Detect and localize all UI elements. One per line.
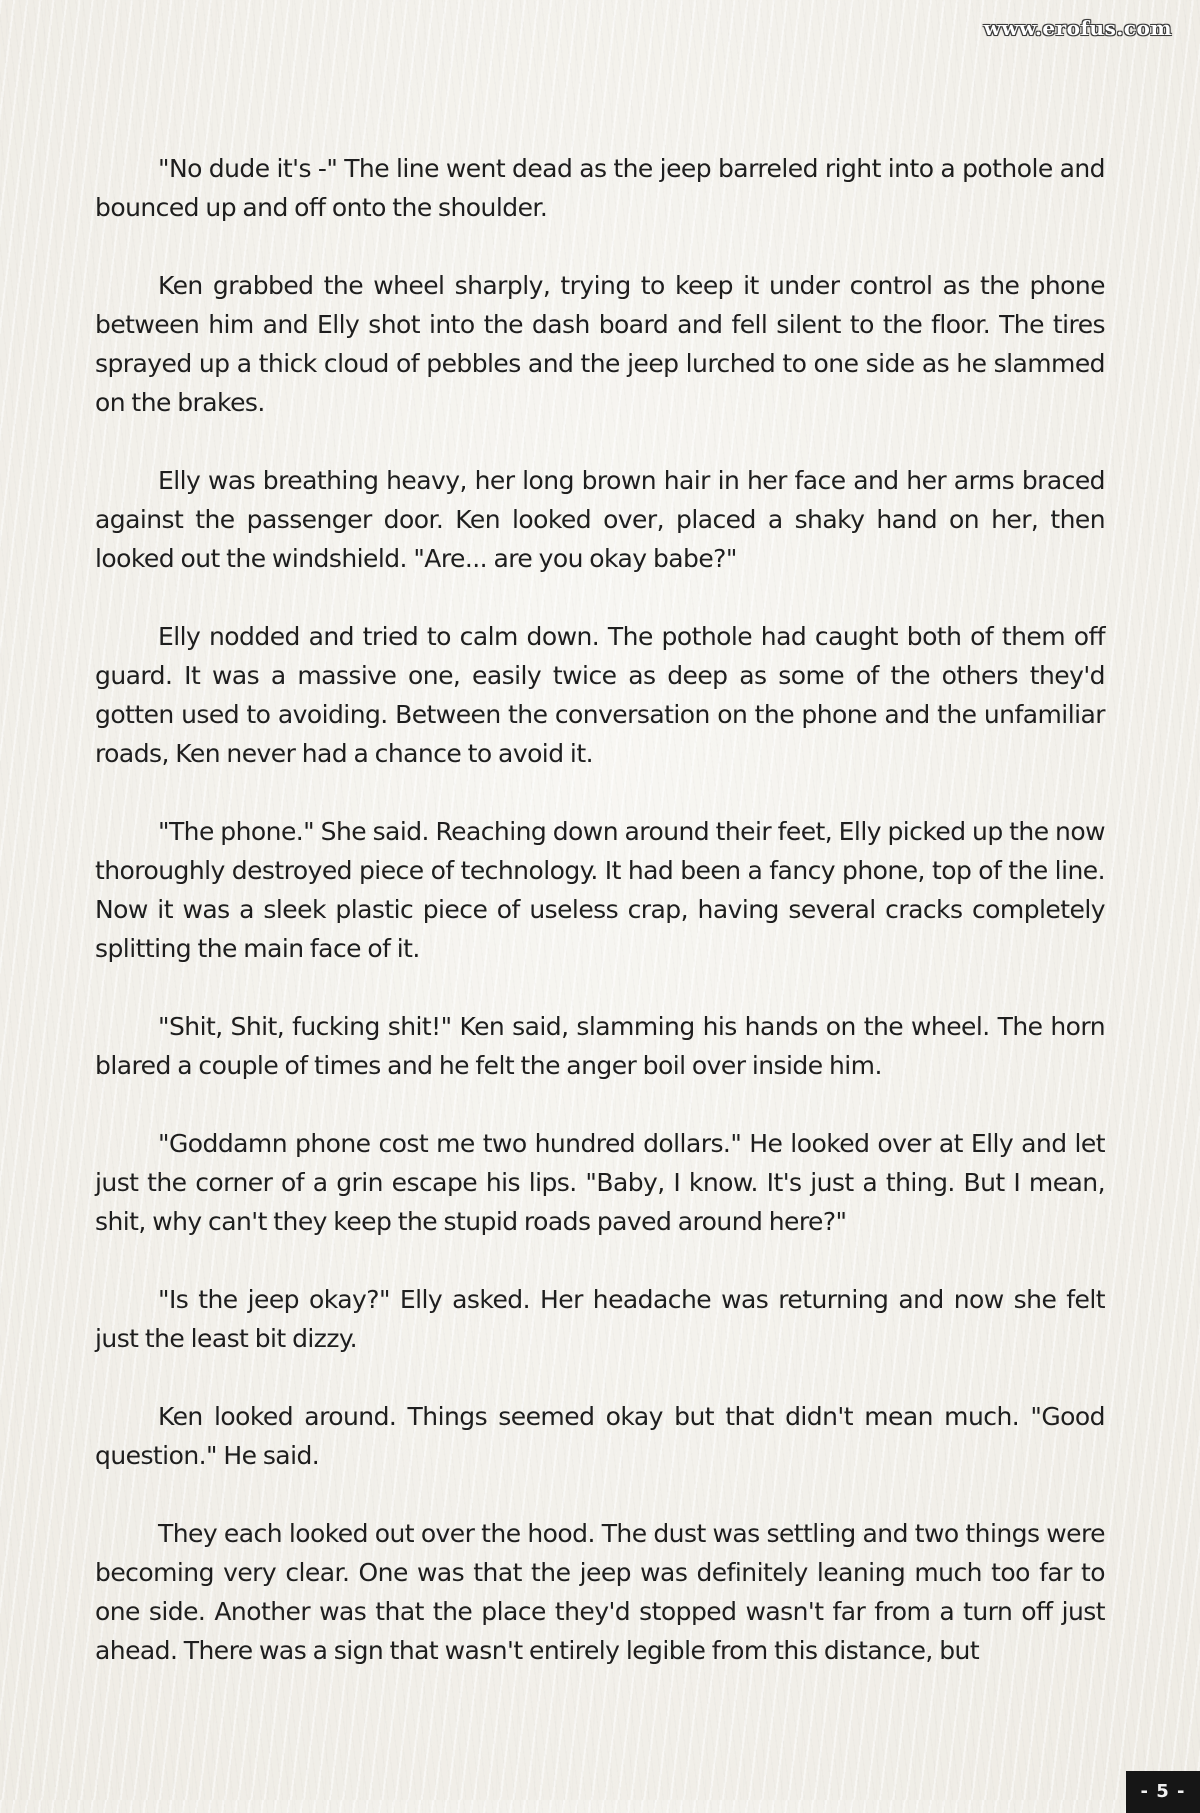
paragraph-10: They each looked out over the hood. The dust was settling and two things were becoming very clear. One was that the jeep was definitely leaning much too far to one side. Another was that the place they'd stopped wasn't far from a turn off just ahead. There was a sign that wasn't entirely legible from this distance, but <box>95 1519 1105 1665</box>
paragraph-2: Ken grabbed the wheel sharply, trying to keep it under control as the phone between him and Elly shot into the dash board and fell silent to the floor. The tires sprayed up a thick cloud of pebbles and the jeep lurched to one side as he slammed on the brakes. <box>95 271 1105 417</box>
paragraph-4: Elly nodded and tried to calm down. The pothole had caught both of them off guard. It was a massive one, easily twice as deep as some of the others they'd gotten used to avoiding. Between the conversation on the phone and the unfamiliar roads, Ken never had a chance to avoid it. <box>95 622 1105 768</box>
paragraph-5: "The phone." She said. Reaching down around their feet, Elly picked up the now thoroughly destroyed piece of technology. It had been a fancy phone, top of the line. Now it was a sleek plastic piece of useless crap, having several cracks completely splitting the main face of it. <box>95 817 1105 963</box>
paragraph-3: Elly was breathing heavy, her long brown hair in her face and her arms braced against the passenger door. Ken looked over, placed a shaky hand on her, then looked out the windshield. "Are... are you okay babe?" <box>95 466 1105 573</box>
watermark: www.erofus.com <box>983 16 1172 40</box>
paragraph-7: "Goddamn phone cost me two hundred dollars." He looked over at Elly and let just the corner of a grin escape his lips. "Baby, I know. It's just a thing. But I mean, shit, why can't they keep the stupid roads paved around here?" <box>95 1129 1105 1236</box>
story-text <box>95 149 1105 1670</box>
page-number: - 5 - <box>1126 1771 1200 1813</box>
paragraph-1: "No dude it's -" The line went dead as the jeep barreled right into a pothole and bounced up and off onto the shoulder. <box>95 154 1105 222</box>
paragraph-8: "Is the jeep okay?" Elly asked. Her headache was returning and now she felt just the least bit dizzy. <box>95 1285 1105 1353</box>
paragraph-6: "Shit, Shit, fucking shit!" Ken said, slamming his hands on the wheel. The horn blared a couple of times and he felt the anger boil over inside him. <box>95 1012 1105 1080</box>
paragraph-9: Ken looked around. Things seemed okay but that didn't mean much. "Good question." He said. <box>95 1402 1105 1470</box>
